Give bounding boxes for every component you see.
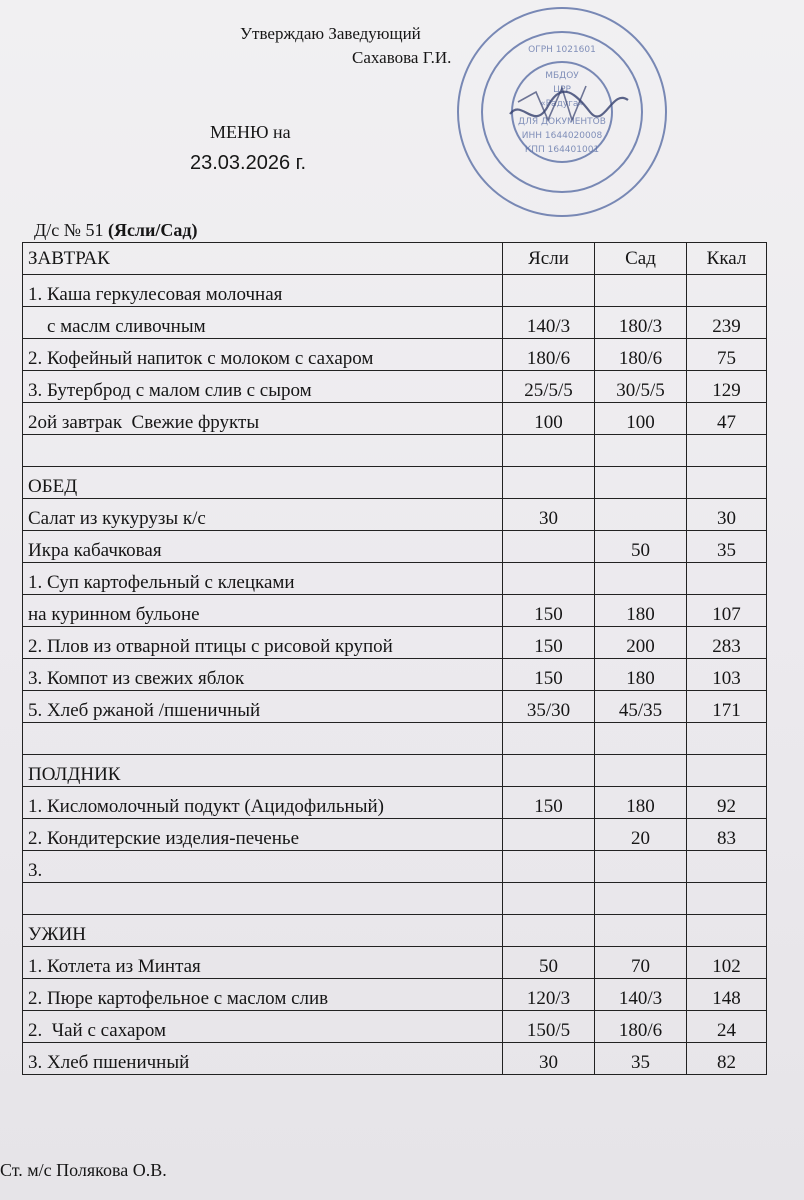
table-row (23, 1043, 767, 1075)
garden-portion-cell: 180 (595, 659, 687, 691)
garden-portion-cell (595, 755, 687, 787)
garden-portion-cell: 180 (595, 595, 687, 627)
garden-portion-cell: 35 (595, 1043, 687, 1075)
dish-name-cell: ПОЛДНИК (23, 755, 503, 787)
garden-portion-cell (595, 275, 687, 307)
nursery-portion-cell: 150 (503, 787, 595, 819)
kcal-cell: 82 (687, 1043, 767, 1075)
table-row (23, 403, 767, 435)
kcal-cell: 102 (687, 947, 767, 979)
kcal-cell (687, 435, 767, 467)
dish-name-cell: 2. Кондитерские изделия-печенье (23, 819, 503, 851)
nursery-portion-cell (503, 723, 595, 755)
stamp-line: «Радуга» (540, 99, 584, 109)
table-row (23, 595, 767, 627)
garden-portion-cell: 50 (595, 531, 687, 563)
kcal-cell: 24 (687, 1011, 767, 1043)
nursery-portion-cell: 30 (503, 499, 595, 531)
nursery-portion-cell (503, 755, 595, 787)
garden-portion-cell (595, 563, 687, 595)
kcal-cell (687, 723, 767, 755)
dish-name-cell: 3. Компот из свежих яблок (23, 659, 503, 691)
nursery-portion-cell: 120/3 (503, 979, 595, 1011)
garden-portion-cell: 20 (595, 819, 687, 851)
menu-table (22, 242, 767, 1075)
table-row (23, 435, 767, 467)
kcal-cell (687, 915, 767, 947)
table-row (23, 915, 767, 947)
approval-title: Утверждаю Заведующий (240, 24, 421, 43)
garden-portion-cell: 180/6 (595, 339, 687, 371)
dish-name-cell: с маслм сливочным (23, 307, 503, 339)
nurse-signature: Ст. м/с Полякова О.В. (0, 1160, 167, 1180)
stamp-line: ЦРР (553, 85, 571, 95)
table-header-row (23, 243, 767, 275)
nursery-portion-cell: 25/5/5 (503, 371, 595, 403)
dish-name-cell: на куринном бульоне (23, 595, 503, 627)
nursery-portion-cell (503, 275, 595, 307)
dish-name-cell: 5. Хлеб ржаной /пшеничный (23, 691, 503, 723)
garden-portion-cell: 180 (595, 787, 687, 819)
table-row (23, 307, 767, 339)
table-row (23, 627, 767, 659)
table-row (23, 947, 767, 979)
garden-portion-cell: Сад (595, 243, 687, 275)
kcal-cell (687, 563, 767, 595)
table-row (23, 499, 767, 531)
table-row (23, 531, 767, 563)
dish-name-cell: 1. Кисломолочный подукт (Ацидофильный) (23, 787, 503, 819)
garden-portion-cell (595, 723, 687, 755)
garden-portion-cell: 180/3 (595, 307, 687, 339)
kcal-cell: 75 (687, 339, 767, 371)
garden-portion-cell: 180/6 (595, 1011, 687, 1043)
table-row (23, 275, 767, 307)
approval-block (240, 22, 451, 70)
kcal-cell: 92 (687, 787, 767, 819)
kcal-cell: 103 (687, 659, 767, 691)
table-row (23, 851, 767, 883)
dish-name-cell: Икра кабачковая (23, 531, 503, 563)
kindergarten-label (34, 220, 198, 241)
nursery-portion-cell (503, 531, 595, 563)
garden-portion-cell (595, 499, 687, 531)
nursery-portion-cell: 100 (503, 403, 595, 435)
nursery-portion-cell (503, 851, 595, 883)
nursery-portion-cell (503, 819, 595, 851)
nursery-portion-cell (503, 883, 595, 915)
table-row (23, 467, 767, 499)
menu-title: МЕНЮ на (210, 122, 291, 142)
stamp-line: ДЛЯ ДОКУМЕНТОВ (518, 117, 606, 127)
nursery-portion-cell: 30 (503, 1043, 595, 1075)
kcal-cell: 171 (687, 691, 767, 723)
kcal-cell: 148 (687, 979, 767, 1011)
kcal-cell: 30 (687, 499, 767, 531)
nursery-portion-cell: 35/30 (503, 691, 595, 723)
group-label: (Ясли/Сад) (107, 220, 198, 240)
menu-table-body (23, 243, 767, 1075)
kcal-cell: 129 (687, 371, 767, 403)
garden-portion-cell (595, 435, 687, 467)
dish-name-cell: ЗАВТРАК (23, 243, 503, 275)
dish-name-cell: 1. Суп картофельный с клецками (23, 563, 503, 595)
nursery-portion-cell: Ясли (503, 243, 595, 275)
table-row (23, 883, 767, 915)
table-row (23, 787, 767, 819)
kcal-cell: 47 (687, 403, 767, 435)
table-row (23, 371, 767, 403)
table-row (23, 659, 767, 691)
dish-name-cell: Салат из кукурузы к/с (23, 499, 503, 531)
garden-portion-cell: 45/35 (595, 691, 687, 723)
kindergarten-number: Д/с № 51 (34, 220, 104, 240)
kcal-cell (687, 275, 767, 307)
nursery-portion-cell: 150 (503, 595, 595, 627)
kcal-cell: 35 (687, 531, 767, 563)
garden-portion-cell (595, 883, 687, 915)
garden-portion-cell (595, 915, 687, 947)
dish-name-cell: 3. Хлеб пшеничный (23, 1043, 503, 1075)
garden-portion-cell: 100 (595, 403, 687, 435)
menu-date: 23.03.2026 г. (190, 152, 307, 174)
stamp-line: КПП 164401001 (524, 145, 600, 155)
official-stamp (452, 2, 672, 222)
table-row (23, 563, 767, 595)
garden-portion-cell: 30/5/5 (595, 371, 687, 403)
kcal-cell (687, 883, 767, 915)
nursery-portion-cell: 150/5 (503, 1011, 595, 1043)
nursery-portion-cell: 150 (503, 659, 595, 691)
garden-portion-cell (595, 851, 687, 883)
table-row (23, 723, 767, 755)
table-row (23, 755, 767, 787)
dish-name-cell: УЖИН (23, 915, 503, 947)
nursery-portion-cell: 50 (503, 947, 595, 979)
garden-portion-cell (595, 467, 687, 499)
dish-name-cell (23, 723, 503, 755)
nursery-portion-cell (503, 467, 595, 499)
table-row (23, 339, 767, 371)
garden-portion-cell: 140/3 (595, 979, 687, 1011)
kcal-cell (687, 755, 767, 787)
dish-name-cell: 1. Котлета из Минтая (23, 947, 503, 979)
nursery-portion-cell (503, 915, 595, 947)
kcal-cell: 283 (687, 627, 767, 659)
dish-name-cell: 2. Пюре картофельное с маслом слив (23, 979, 503, 1011)
nursery-portion-cell: 180/6 (503, 339, 595, 371)
stamp-line: МБДОУ (545, 71, 579, 81)
nursery-portion-cell (503, 563, 595, 595)
kcal-cell (687, 851, 767, 883)
kcal-cell: 239 (687, 307, 767, 339)
table-row (23, 819, 767, 851)
table-row (23, 979, 767, 1011)
dish-name-cell: 3. (23, 851, 503, 883)
stamp-line: ИНН 1644020008 (521, 131, 603, 141)
nursery-portion-cell: 150 (503, 627, 595, 659)
dish-name-cell (23, 883, 503, 915)
dish-name-cell: 1. Каша геркулесовая молочная (23, 275, 503, 307)
dish-name-cell: 2. Кофейный напиток с молоком с сахаром (23, 339, 503, 371)
garden-portion-cell: 200 (595, 627, 687, 659)
nursery-portion-cell (503, 435, 595, 467)
kcal-cell (687, 467, 767, 499)
table-row (23, 1011, 767, 1043)
dish-name-cell: ОБЕД (23, 467, 503, 499)
dish-name-cell: 3. Бутерброд с малом слив с сыром (23, 371, 503, 403)
kcal-cell: 83 (687, 819, 767, 851)
dish-name-cell: 2. Плов из отварной птицы с рисовой крупой (23, 627, 503, 659)
stamp-ogrn: ОГРН 1021601 (528, 45, 596, 55)
dish-name-cell (23, 435, 503, 467)
kcal-cell: 107 (687, 595, 767, 627)
nursery-portion-cell: 140/3 (503, 307, 595, 339)
kcal-cell: Ккал (687, 243, 767, 275)
approval-signer: Сахавова Г.И. (352, 48, 452, 67)
dish-name-cell: 2ой завтрак Свежие фрукты (23, 403, 503, 435)
table-row (23, 691, 767, 723)
garden-portion-cell: 70 (595, 947, 687, 979)
dish-name-cell: 2. Чай с сахаром (23, 1011, 503, 1043)
